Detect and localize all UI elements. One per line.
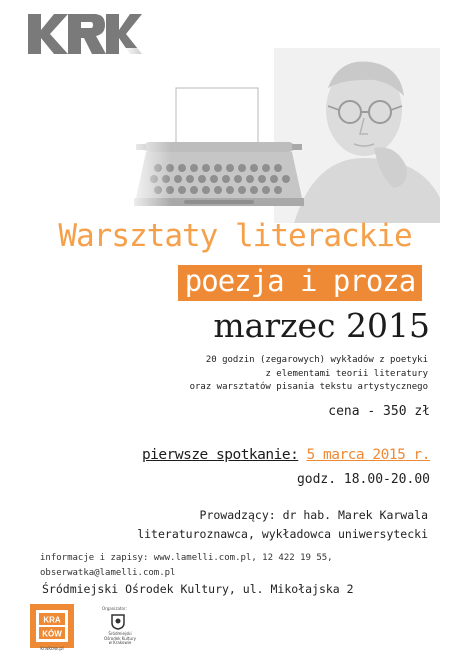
krakow-logo-line-2: KÓW <box>42 629 62 639</box>
contact-email: obserwatka@lamelli.com.pl <box>40 568 176 578</box>
organizer-name-line: w Krakowie <box>108 640 132 646</box>
course-description <box>108 354 428 395</box>
krakow-url: krakow.pl <box>40 646 64 652</box>
first-meeting-date: 5 marca 2015 r. <box>306 447 430 463</box>
first-meeting <box>142 447 430 463</box>
date-heading: marzec 2015 <box>213 306 430 345</box>
organizer-label: Organizator: <box>102 606 127 611</box>
organizer-name <box>100 632 140 646</box>
organizer-name-line: Śródmiejski <box>108 631 132 636</box>
organizer-emblem-icon <box>111 614 125 630</box>
description-line: 20 godzin (zegarowych) wykładów z poetyki <box>205 355 428 365</box>
first-meeting-label: pierwsze spotkanie: <box>141 447 299 463</box>
krakow-logo-line-1: KRA <box>43 615 61 625</box>
meeting-hours: godz. 18.00-20.00 <box>296 472 430 487</box>
poster-title: Warsztaty literackie <box>58 218 412 254</box>
typewriter-photo <box>124 48 440 228</box>
venue-address: Śródmiejski Ośrodek Kultury, ul. Mikołajska 2 <box>42 582 354 596</box>
lecturer-title: literaturoznawca, wykładowca uniwersytecki <box>137 527 428 541</box>
krakow-logo <box>30 604 74 648</box>
poster-subtitle: poezja i proza <box>184 264 416 298</box>
description-line: z elementami teorii literatury <box>265 368 428 379</box>
lecturer-name: Prowadzący: dr hab. Marek Karwala <box>199 508 428 522</box>
contact-info: informacje i zapisy: www.lamelli.com.pl, 12 422 19 55, <box>40 553 333 563</box>
price: cena - 350 zł <box>328 404 430 419</box>
organizer-name-line: Ośrodek Kultury <box>103 635 136 641</box>
description-line: oraz warsztatów pisania tekstu artystycznego <box>189 382 428 392</box>
